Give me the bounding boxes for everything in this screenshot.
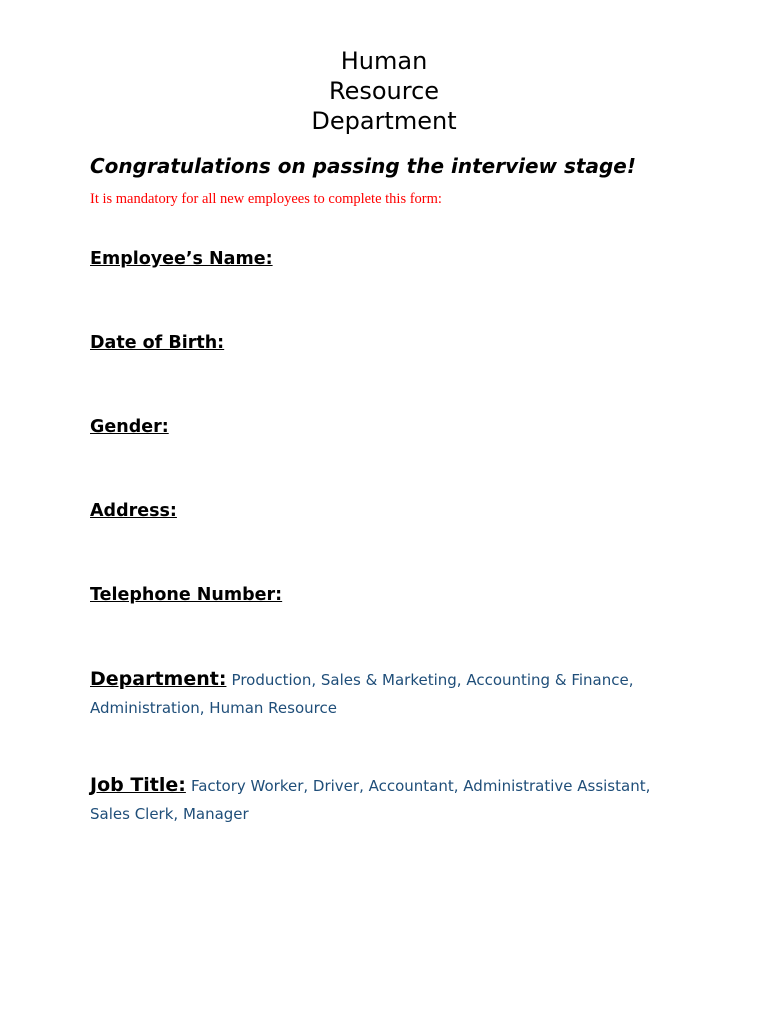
page-title-line-3: Department xyxy=(311,107,457,135)
department-label: Department: xyxy=(90,668,227,690)
page-title-line-1: Human xyxy=(340,47,428,75)
employee-name-label: Employee’s Name: xyxy=(90,249,273,269)
job-title-options-line-2: Sales Clerk, Manager xyxy=(90,805,249,823)
department-options-line-1: Production, Sales & Marketing, Accounting & Finance, xyxy=(231,671,634,689)
mandatory-notice: It is mandatory for all new employees to complete this form: xyxy=(90,191,442,207)
telephone-number-label: Telephone Number: xyxy=(90,585,283,605)
address-label: Address: xyxy=(90,501,177,521)
page-title-line-2: Resource xyxy=(328,77,440,105)
job-title-options-line-1: Factory Worker, Driver, Accountant, Administrative Assistant, xyxy=(190,777,651,795)
gender-label: Gender: xyxy=(90,417,169,437)
congratulations-heading: Congratulations on passing the interview stage! xyxy=(90,154,636,178)
department-options-line-2: Administration, Human Resource xyxy=(90,699,337,717)
job-title-label: Job Title: xyxy=(90,774,186,796)
date-of-birth-label: Date of Birth: xyxy=(90,333,225,353)
job-title-section xyxy=(90,771,690,828)
department-section xyxy=(90,665,690,722)
